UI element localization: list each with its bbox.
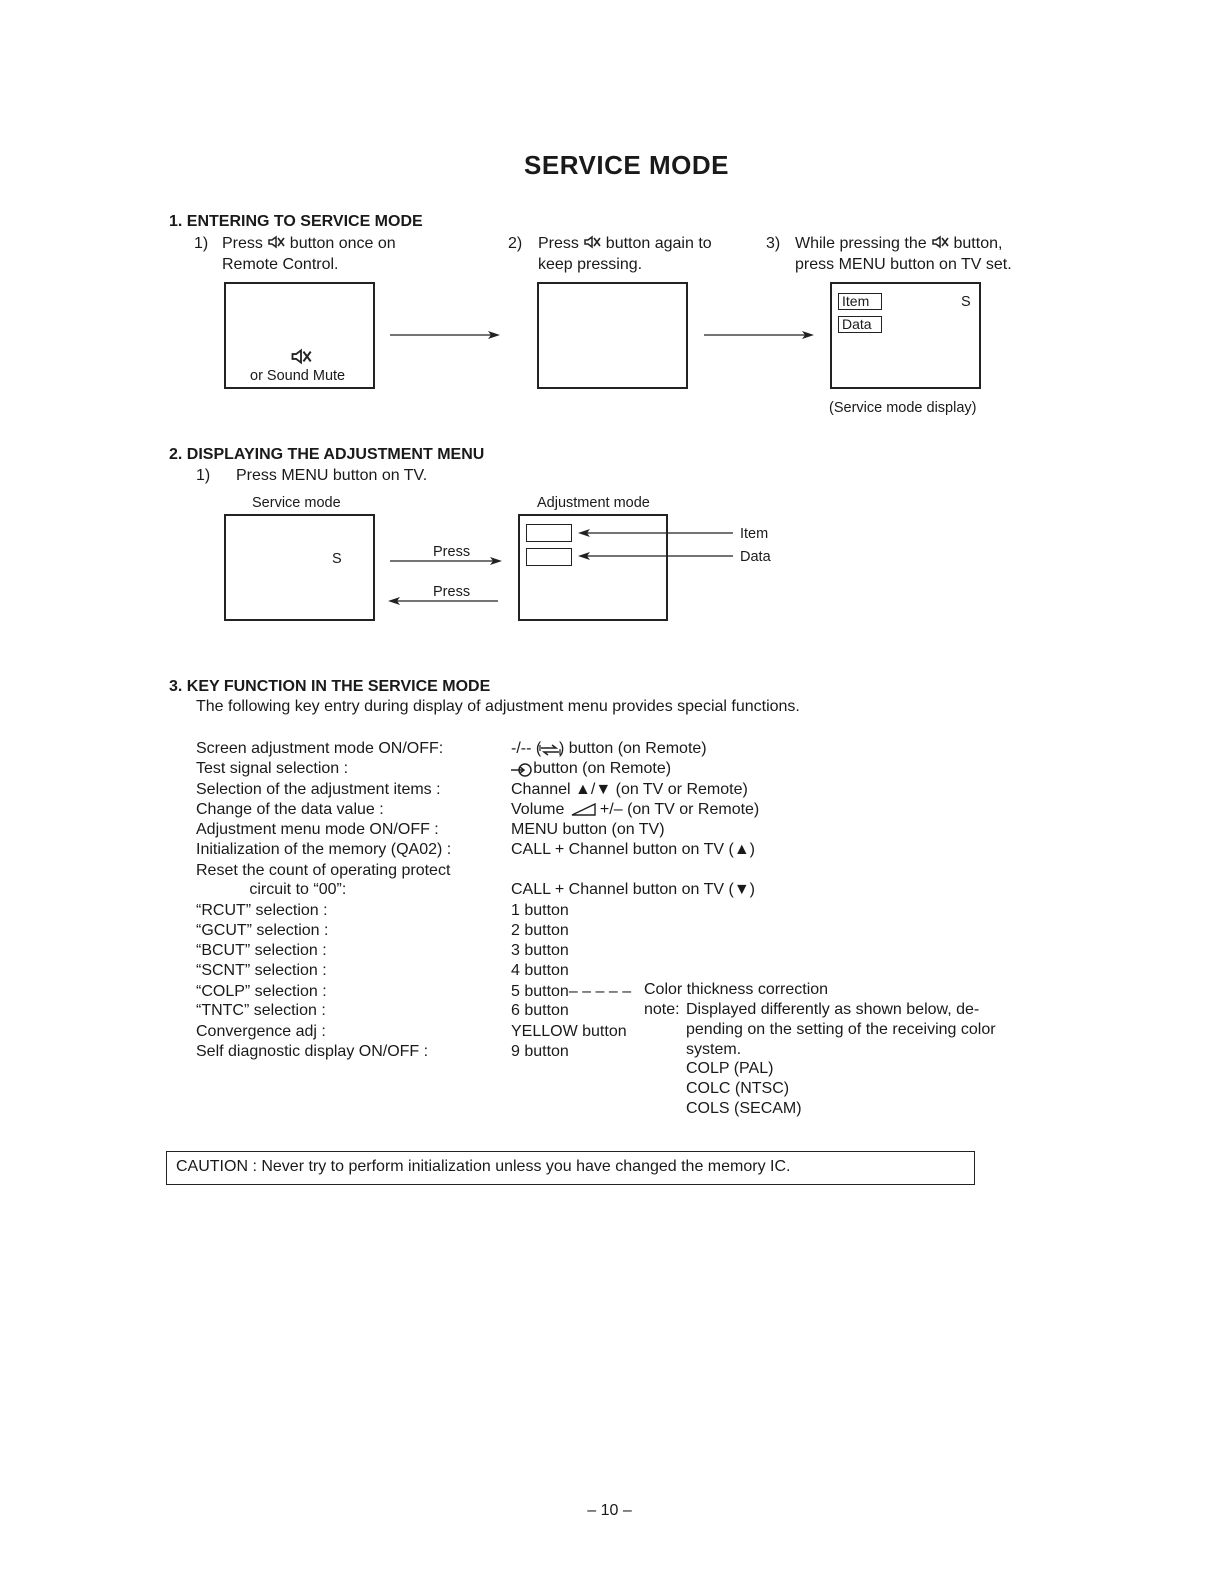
page-number: – 10 – [587,1502,632,1519]
note-line: Displayed differently as shown below, de- [686,1001,980,1018]
section3-intro: The following key entry during display of adjustment menu provides special functions. [196,698,800,715]
section2-heading: 2. DISPLAYING THE ADJUSTMENT MENU [169,446,485,463]
key-label: 6 button [511,1002,569,1019]
section2-step-text: Press MENU button on TV. [236,467,428,484]
screen-mode-icon [538,741,562,759]
data-pointer-label: Data [740,549,771,565]
step1-number: 1) [194,235,209,252]
arrow-right-icon [390,555,504,567]
mute-icon [267,235,285,249]
step1-line2: Remote Control. [222,256,339,273]
press-label-back: Press [433,584,471,600]
note-line: COLP (PAL) [686,1060,774,1077]
sound-mute-label: or Sound Mute [250,368,346,384]
item-pointer-label: Item [740,526,769,542]
service-s-indicator: S [332,551,342,567]
function-label: Initialization of the memory (QA02) : [196,841,452,858]
note-label: note: [644,1001,680,1018]
function-label: “RCUT” selection : [196,902,328,919]
arrow-right-icon [704,329,816,341]
key-label: 4 button [511,962,569,979]
section1-heading: 1. ENTERING TO SERVICE MODE [169,213,423,230]
mute-icon [290,348,312,365]
function-label: “BCUT” selection : [196,942,327,959]
input-select-icon [511,762,533,778]
function-label: “TNTC” selection : [196,1002,326,1019]
key-label: Channel ▲/▼ (on TV or Remote) [511,781,748,798]
note-line: COLS (SECAM) [686,1100,802,1117]
function-label: Convergence adj : [196,1023,326,1040]
adjustment-mode-label: Adjustment mode [537,495,650,511]
function-label: Reset the count of operating protect [196,862,451,879]
key-label: Volume +/– (on TV or Remote) [511,801,760,818]
step2-line2: keep pressing. [538,256,643,273]
key-label: button (on Remote) [511,760,672,777]
key-label: 3 button [511,942,569,959]
key-label: YELLOW button [511,1023,627,1040]
page-title: SERVICE MODE [524,150,729,180]
service-mode-label: Service mode [252,495,341,511]
item-field [526,524,572,542]
section2-step-number: 1) [196,467,211,484]
key-label: CALL + Channel button on TV (▼) [511,881,755,898]
note-line: system. [686,1041,742,1058]
function-label: “GCUT” selection : [196,922,329,939]
pointer-arrows [576,527,736,567]
step3-line1: While pressing the button, [795,235,1003,252]
key-label: 5 button– – – – – [511,983,632,1000]
step3-number: 3) [766,235,781,252]
step2-number: 2) [508,235,523,252]
key-label: CALL + Channel button on TV (▲) [511,841,755,858]
data-field [526,548,572,566]
service-mode-caption: (Service mode display) [829,400,977,416]
mute-icon [931,235,949,249]
service-mode-box [224,514,375,621]
step1-line1: Press button once on [222,235,396,252]
key-label: 1 button [511,902,569,919]
step2-line1: Press button again to [538,235,712,252]
note-line: pending on the setting of the receiving color [686,1021,996,1038]
function-label: Change of the data value : [196,801,384,818]
mute-icon [583,235,601,249]
function-label: Selection of the adjustment items : [196,781,441,798]
key-label: 2 button [511,922,569,939]
key-label: MENU button (on TV) [511,821,665,838]
key-label: 9 button [511,1043,569,1060]
function-label: Test signal selection : [196,760,349,777]
volume-icon [570,802,598,818]
arrow-right-icon [390,329,502,341]
screen-box-blank [537,282,688,389]
section3-heading: 3. KEY FUNCTION IN THE SERVICE MODE [169,678,491,695]
step3-line2: press MENU button on TV set. [795,256,1012,273]
function-label: Adjustment menu mode ON/OFF : [196,821,439,838]
service-s-indicator: S [961,294,971,310]
note-line: COLC (NTSC) [686,1080,790,1097]
function-label: circuit to “00”: [196,881,347,898]
press-label-forward: Press [433,544,471,560]
data-box-label: Data [838,316,882,333]
function-label: Screen adjustment mode ON/OFF: [196,740,444,757]
arrow-left-icon [386,595,500,607]
function-label: Self diagnostic display ON/OFF : [196,1043,429,1060]
note-heading: Color thickness correction [644,981,829,998]
function-label: “SCNT” selection : [196,962,327,979]
function-label: “COLP” selection : [196,983,327,1000]
key-label: -/-- ( ) button (on Remote) [511,740,707,757]
item-box-label: Item [838,293,882,310]
caution-box: CAUTION : Never try to perform initialization unless you have changed the memory IC. [166,1151,975,1185]
